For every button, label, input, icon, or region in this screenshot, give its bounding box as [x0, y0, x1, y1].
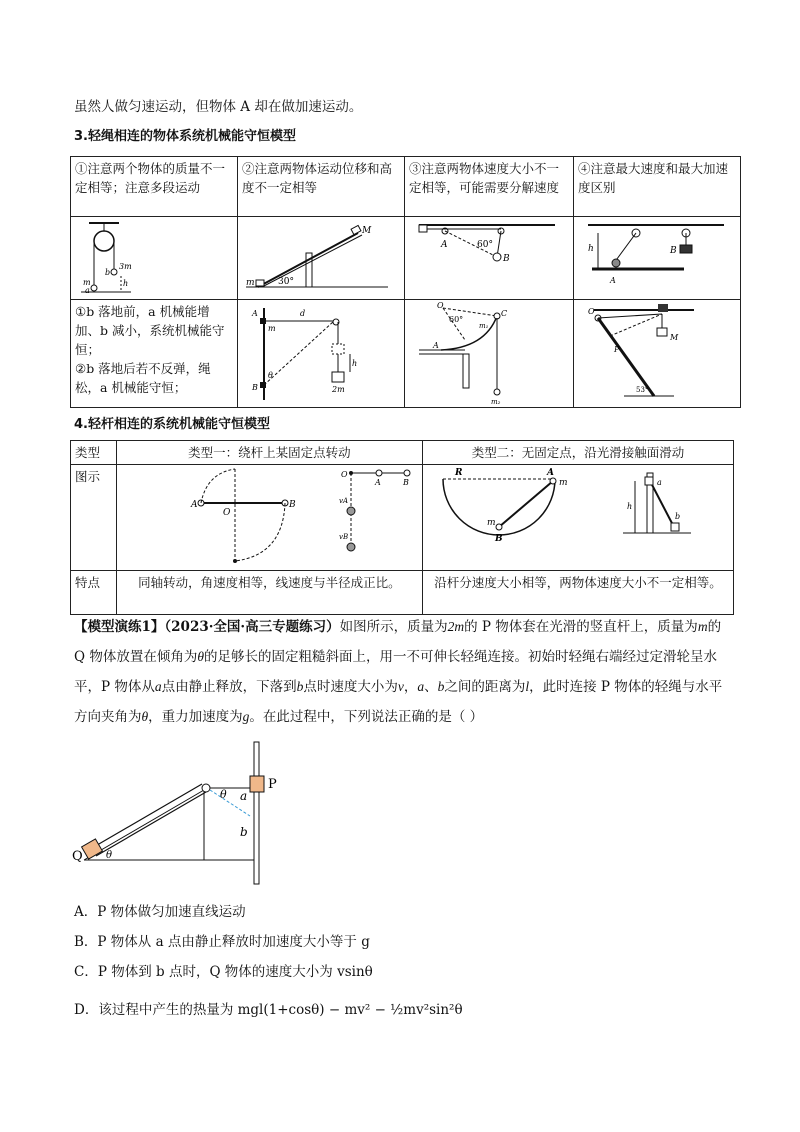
label-b: b	[105, 268, 111, 277]
seg: 点由静止释放，下落到	[161, 679, 297, 695]
note-4: ④注意最大速度和最大加速度区别	[574, 157, 741, 217]
option-text: P 物体做匀加速直线运动	[97, 904, 246, 920]
label-m2b: m₂	[491, 398, 501, 406]
seg: 的 P 物体套在光滑的竖直杆上，质量为	[464, 619, 698, 635]
label-h: h	[123, 279, 129, 288]
fig-incline-pulley	[238, 217, 405, 300]
label-B-rot: B	[288, 500, 296, 510]
seg: l	[525, 679, 530, 694]
seg: 的足够长的固定粗糙斜面上，用一不可伸长轻绳连接。初始时轻绳右端经过定滑轮呈水平，P 物体从	[74, 649, 717, 695]
option-letter: D．	[74, 1002, 99, 1018]
label-60: 60°	[477, 240, 493, 250]
label-3m: 3m	[119, 262, 132, 271]
section3-title: 3.轻绳相连的物体系统机械能守恒模型	[74, 129, 296, 144]
label-O6: O	[437, 301, 444, 310]
note-3: ③注意两物体速度大小不一定相等，可能需要分解速度	[405, 157, 574, 217]
seg: θ	[141, 709, 149, 724]
label-P7: P	[614, 345, 620, 354]
label-60b: 60°	[449, 315, 464, 324]
seg: 、	[424, 679, 438, 695]
fig-rod-two-masses	[238, 300, 405, 408]
label-Q: Q	[72, 849, 83, 864]
label-d: d	[300, 309, 306, 318]
label-A4: A	[610, 276, 616, 285]
seg: 之间的距离为	[444, 679, 526, 695]
label-A: A	[441, 240, 448, 250]
option-letter: A．	[74, 904, 98, 920]
label-A6: A	[433, 341, 439, 350]
exercise-source: （2023·全国·高三专题练习）	[164, 619, 340, 635]
type-label: 类型	[71, 441, 117, 465]
feature-label: 特点	[71, 571, 117, 615]
seg: 点时速度大小为	[303, 679, 398, 695]
label-a: a	[85, 286, 90, 295]
seg: a	[154, 679, 162, 694]
label-P: P	[268, 777, 277, 792]
seg: ，重力加速度为	[148, 709, 243, 725]
label-h-slide: h	[627, 502, 633, 511]
rod-model-table	[70, 440, 734, 615]
option-text: P 物体到 b 点时，Q 物体的速度大小为 vsinθ	[97, 964, 373, 980]
label-m-slide: m	[559, 478, 568, 488]
label-M7: M	[670, 333, 679, 342]
label-A5: A	[252, 309, 258, 318]
label-theta5: θ	[268, 371, 273, 380]
seg: θ	[197, 649, 204, 664]
fig-horizontal-rope	[405, 217, 574, 300]
label-O-rot: O	[222, 508, 231, 518]
option-text: P 物体从 a 点由静止释放时加速度大小等于 g	[97, 934, 370, 950]
label-a-slide: a	[657, 478, 662, 487]
type-one: 类型一：绕杆上某固定点转动	[116, 441, 422, 465]
seg: 的 Q 物体放置在倾角为	[74, 619, 722, 665]
figure-label: 图示	[71, 465, 117, 571]
option-letter: C．	[74, 964, 98, 980]
label-A-slide: A	[547, 468, 554, 478]
option-c[interactable]	[74, 960, 373, 980]
analysis-2: ②b 落地后若不反弹，绳松，a 机械能守恒；	[75, 361, 211, 395]
feature-two: 沿杆分速度大小相等，两物体速度大小不一定相等。	[423, 571, 734, 615]
label-C: C	[501, 309, 508, 318]
analysis-1: ①b 落地前，a 机械能增加、b 减小，系统机械能守恒；	[75, 304, 225, 357]
section4-title: 4.轻杆相连的系统机械能守恒模型	[74, 417, 270, 432]
option-text: 该过程中产生的热量为 mgl(1+cosθ) − mv² − ½mv²sin²θ	[98, 1002, 463, 1018]
seg: ，此时连接 P 物体的轻绳与水平方向夹角为	[74, 679, 723, 725]
label-m: m	[83, 278, 91, 287]
label-B5: B	[252, 383, 258, 392]
label-vB: vB	[338, 533, 348, 541]
note-2: ②注意两物体运动位移和高度不一定相等	[238, 157, 405, 217]
label-53: 53°	[636, 386, 649, 394]
seg: b	[296, 679, 304, 694]
label-M: M	[362, 226, 372, 236]
label-b-slide: b	[675, 512, 681, 521]
seg: v	[397, 679, 404, 694]
label-B4: B	[670, 246, 677, 256]
label-30: 30°	[278, 277, 294, 287]
label-A-rot2: A	[374, 478, 381, 487]
label-B-slide: B	[495, 534, 503, 544]
seg: g	[242, 709, 250, 724]
option-letter: B．	[74, 934, 98, 950]
label-vA: vA	[338, 497, 348, 505]
seg: m	[697, 619, 708, 634]
label-a: a	[240, 789, 248, 803]
label-h4: h	[588, 244, 594, 254]
fig-rotating-rod	[574, 300, 741, 408]
label-theta-bottom: θ	[106, 850, 113, 861]
seg: 2m	[447, 619, 465, 634]
seg: b	[437, 679, 445, 694]
fig-ceiling-pulley	[574, 217, 741, 300]
fig-arc-track	[405, 300, 574, 408]
option-a[interactable]	[74, 900, 246, 920]
label-A-rot: A	[190, 500, 198, 510]
fig-rotation	[116, 465, 422, 571]
rope-model-table	[70, 156, 741, 408]
intro-line: 虽然人做匀速运动，但物体 A 却在做加速运动。	[74, 99, 363, 115]
seg: 。在此过程中，下列说法正确的是（ ）	[249, 709, 484, 725]
label-m-slide2: m	[487, 518, 496, 528]
label-B-rot2: B	[402, 478, 409, 487]
label-O-rot2: O	[340, 470, 348, 479]
exercise-text	[74, 612, 734, 732]
label-R: R	[455, 468, 463, 478]
option-d[interactable]	[74, 998, 463, 1018]
label-B: B	[503, 254, 510, 264]
label-h5: h	[352, 359, 358, 368]
label-m5: m	[268, 324, 276, 333]
note-1: ①注意两个物体的质量不一定相等；注意多段运动	[71, 157, 238, 217]
feature-one: 同轴转动，角速度相等，线速度与半径成正比。	[116, 571, 422, 615]
label-theta-top: θ	[220, 788, 227, 801]
label-O7: O	[588, 307, 595, 316]
analysis-cell	[71, 300, 238, 408]
label-m1: m₁	[479, 322, 489, 330]
fig-pulley-atwood	[71, 217, 238, 300]
label-m2: m	[246, 278, 255, 288]
type-two: 类型二：无固定点，沿光滑接触面滑动	[423, 441, 734, 465]
seg: 如图所示，质量为	[339, 619, 448, 635]
label-2m: 2m	[332, 385, 345, 394]
seg: ，	[403, 679, 418, 695]
exercise-figure	[70, 738, 300, 888]
option-b[interactable]	[74, 930, 370, 950]
fig-sliding	[423, 465, 734, 571]
label-b: b	[240, 825, 248, 839]
seg: a	[417, 679, 425, 694]
exercise-tag: 【模型演练1】	[74, 619, 165, 635]
